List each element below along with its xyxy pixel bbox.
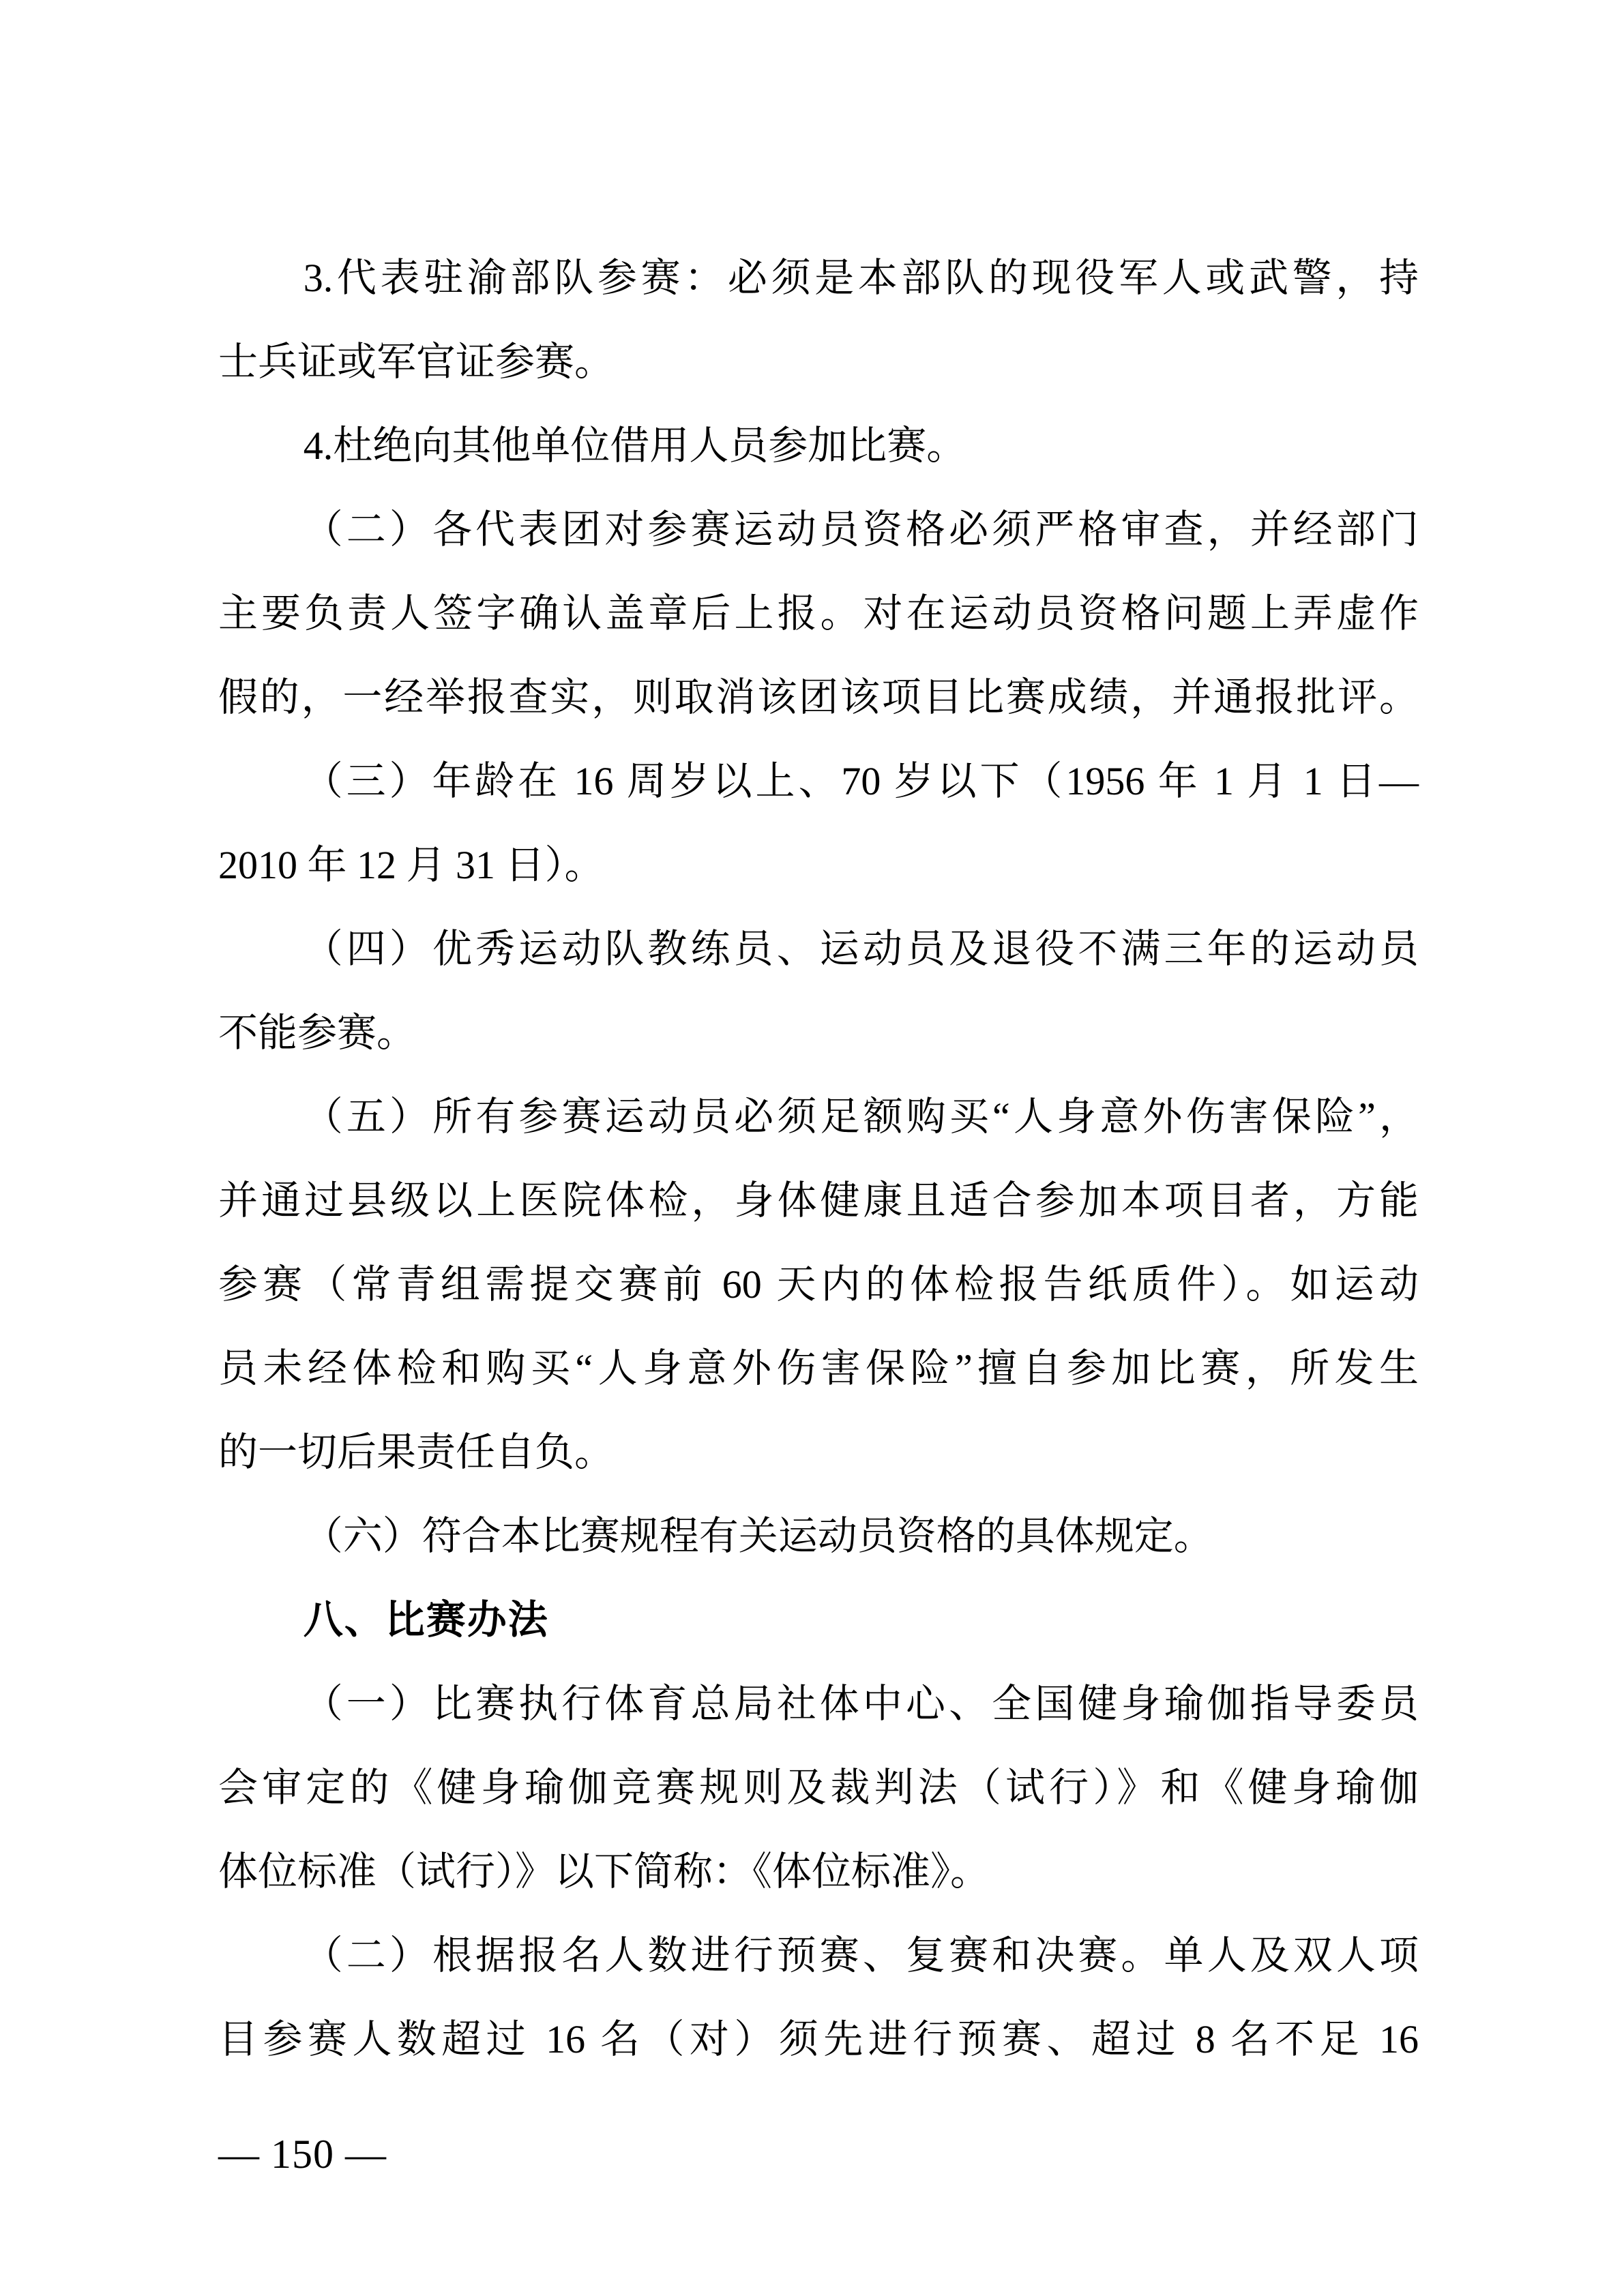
section-heading: 八、比赛办法: [303, 1598, 549, 1642]
doc-line: 并通过县级以上医院体检，身体健康且适合参加本项目者，方能: [218, 1178, 1419, 1223]
doc-line: 2010 年 12 月 31 日）。: [218, 843, 604, 887]
document-body: [218, 236, 1419, 2081]
doc-line: （四）优秀运动队教练员、运动员及退役不满三年的运动员: [303, 927, 1419, 971]
doc-line: （二）根据报名人数进行预赛、复赛和决赛。单人及双人项: [303, 1933, 1419, 1978]
doc-line: （三）年龄在 16 周岁以上、70 岁以下（1956 年 1 月 1 日—: [303, 759, 1419, 803]
doc-line: 士兵证或军官证参赛。: [218, 340, 615, 384]
doc-line: （二）各代表团对参赛运动员资格必须严格审查，并经部门: [303, 507, 1419, 552]
doc-line: 不能参赛。: [218, 1011, 417, 1055]
page-number: — 150 —: [218, 2132, 387, 2177]
doc-line: （五）所有参赛运动员必须足额购买“人身意外伤害保险”，: [303, 1094, 1419, 1139]
doc-line: 假的，一经举报查实，则取消该团该项目比赛成绩，并通报批评。: [218, 675, 1419, 719]
doc-line: 3.代表驻渝部队参赛：必须是本部队的现役军人或武警，持: [303, 256, 1419, 300]
doc-line: （六）符合本比赛规程有关运动员资格的具体规定。: [303, 1514, 1213, 1558]
doc-line: （一）比赛执行体育总局社体中心、全国健身瑜伽指导委员: [303, 1682, 1419, 1726]
doc-line: 参赛（常青组需提交赛前 60 天内的体检报告纸质件）。如运动: [218, 1262, 1419, 1307]
doc-line: 主要负责人签字确认盖章后上报。对在运动员资格问题上弄虚作: [218, 591, 1419, 636]
doc-line: 目参赛人数超过 16 名（对）须先进行预赛、超过 8 名不足 16: [218, 2017, 1419, 2061]
doc-line: 的一切后果责任自负。: [218, 1430, 615, 1474]
doc-line: 4.杜绝向其他单位借用人员参加比赛。: [303, 423, 966, 468]
doc-line: 会审定的《健身瑜伽竞赛规则及裁判法（试行）》和《健身瑜伽: [218, 1765, 1419, 1810]
doc-line: 体位标准（试行）》以下简称：《体位标准》。: [218, 1849, 990, 1894]
doc-line: 员未经体检和购买“人身意外伤害保险”擅自参加比赛，所发生: [218, 1346, 1419, 1390]
